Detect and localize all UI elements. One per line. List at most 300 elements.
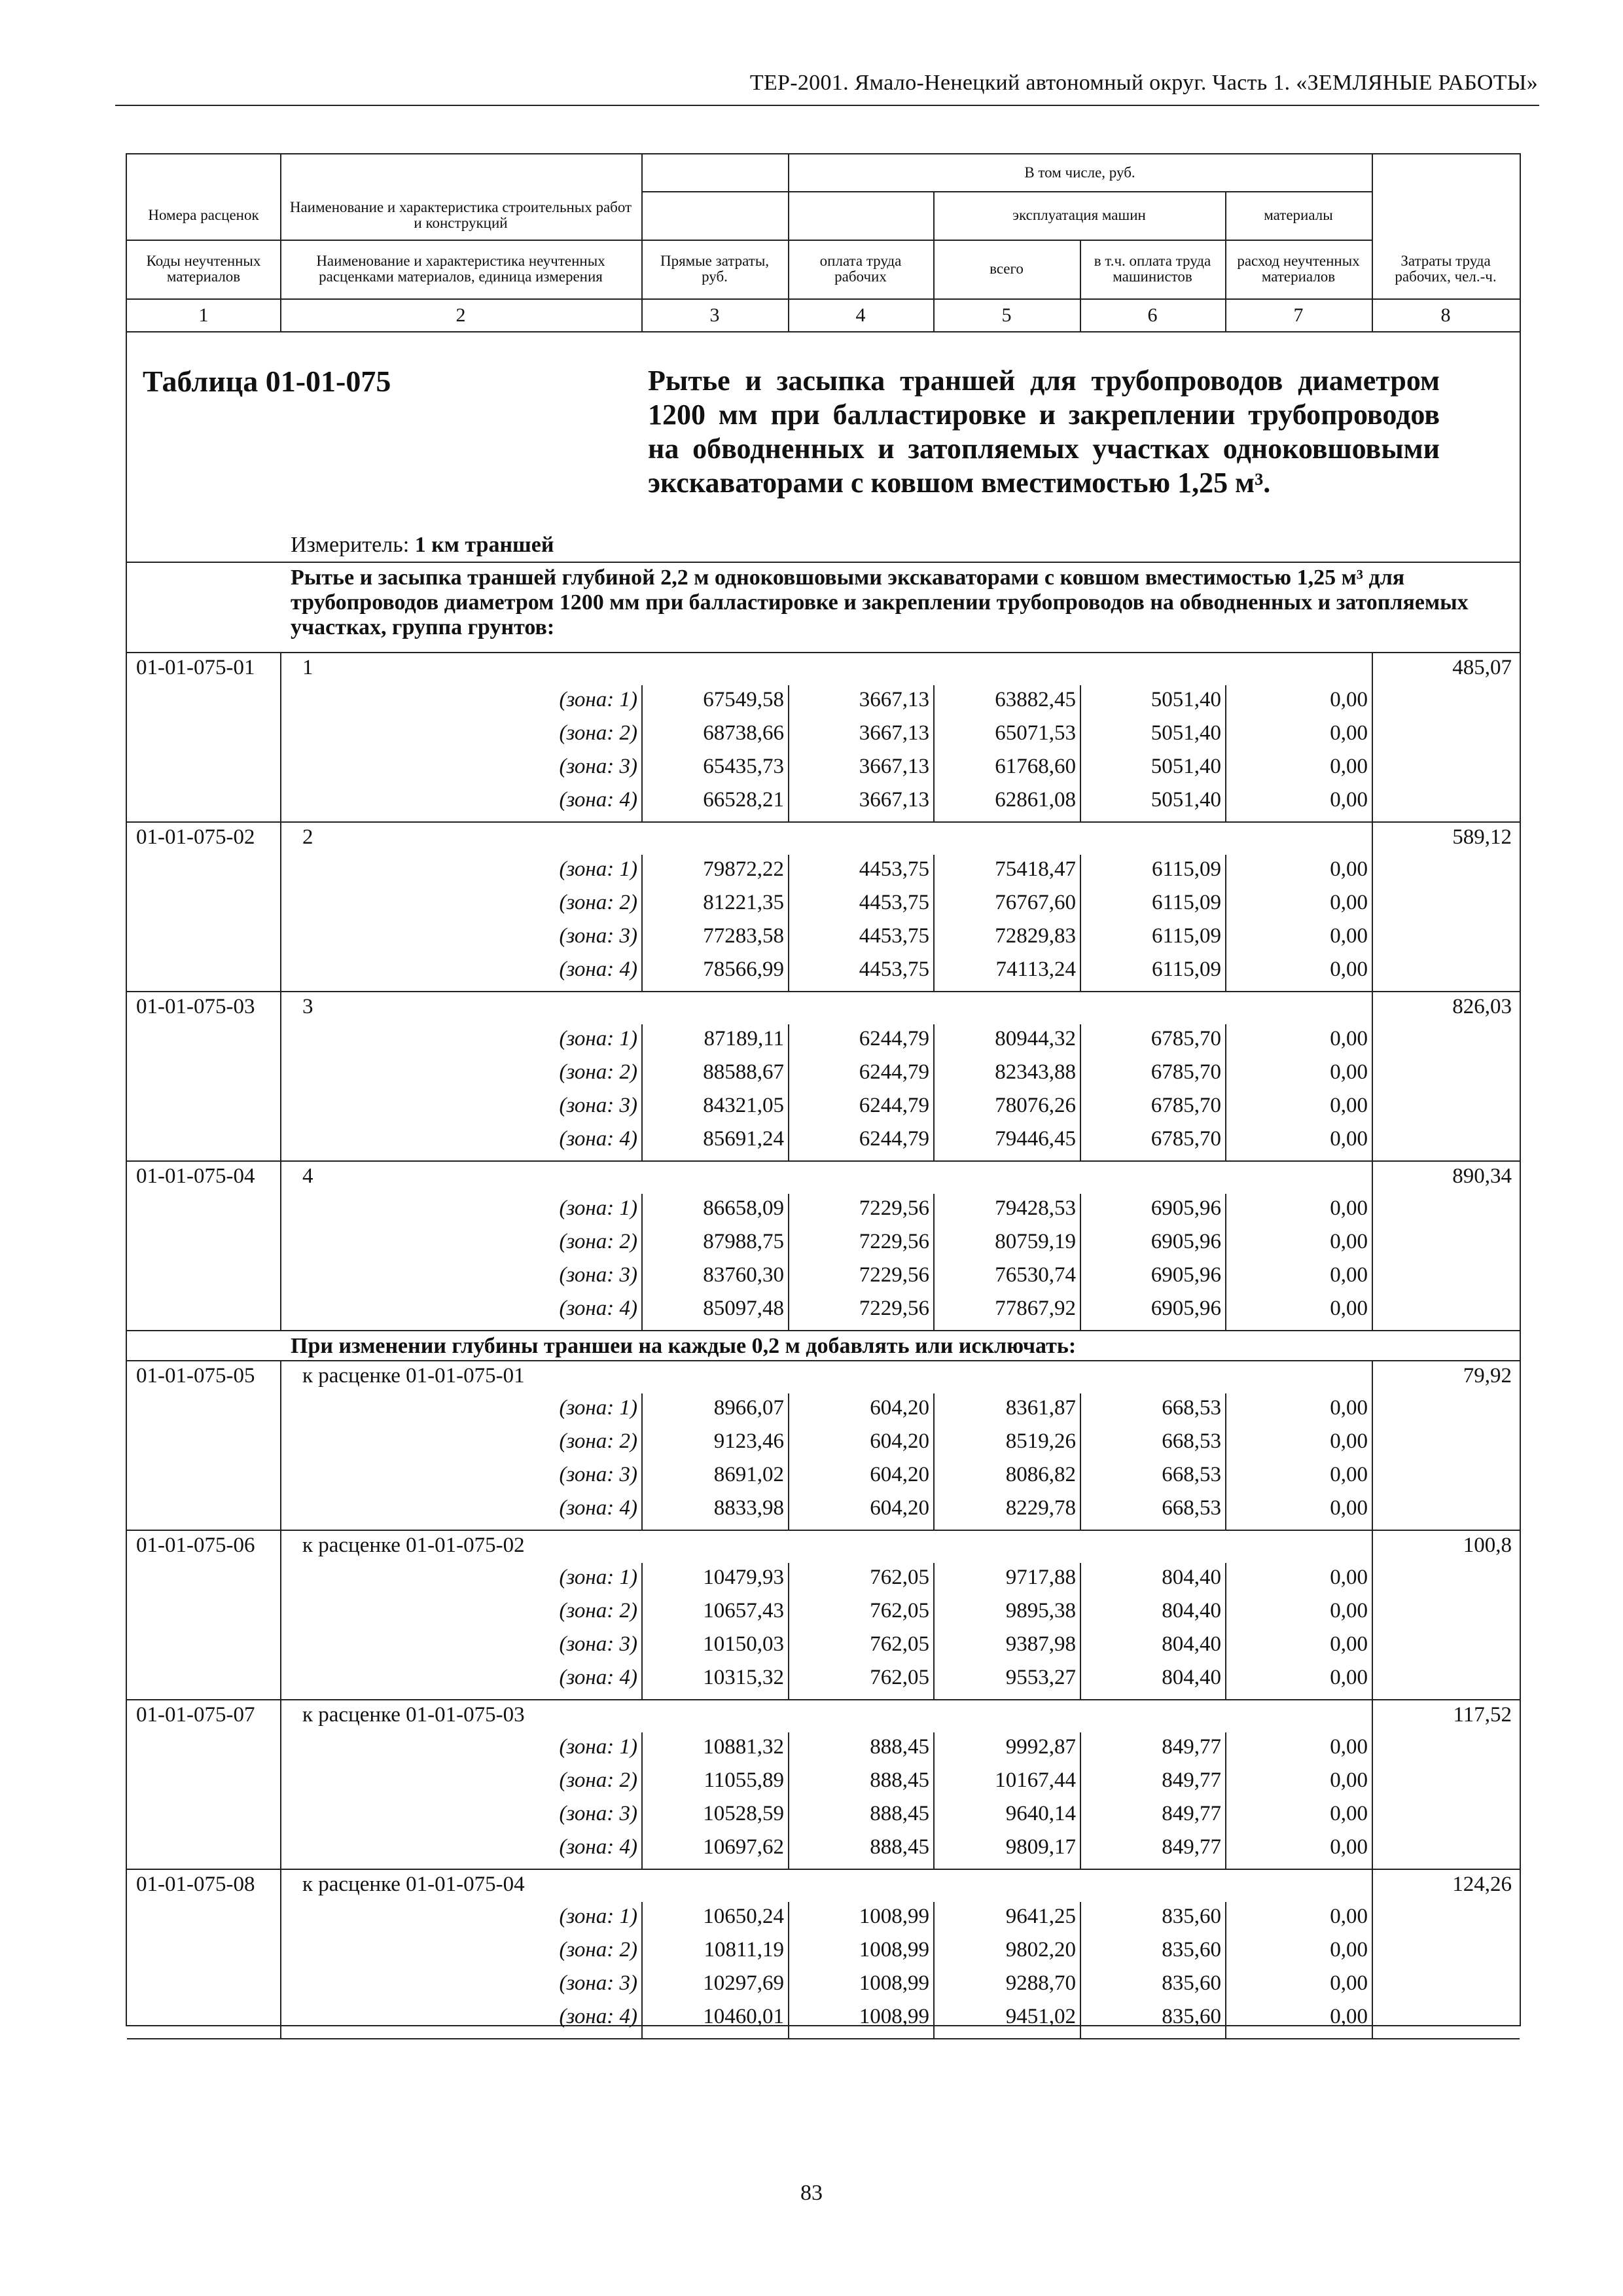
row-divider — [127, 1869, 1520, 1870]
materials-value: 0,00 — [1330, 1060, 1368, 1084]
row-divider — [127, 1330, 1520, 1331]
wages-value: 4453,75 — [859, 857, 929, 881]
operators-value: 5051,40 — [1150, 755, 1221, 778]
column-divider — [1225, 685, 1226, 821]
operators-value: 6785,70 — [1150, 1094, 1221, 1117]
wages-value: 3667,13 — [859, 688, 929, 711]
materials-value: 0,00 — [1330, 1429, 1368, 1453]
operators-value: 835,60 — [1162, 1971, 1221, 1995]
operators-value: 668,53 — [1162, 1429, 1221, 1453]
direct-value: 10528,59 — [703, 1802, 784, 1825]
zone-label: (зона: 2) — [559, 1230, 637, 1253]
machines-value: 9895,38 — [1005, 1599, 1076, 1623]
direct-value: 10479,93 — [703, 1566, 784, 1589]
zone-label: (зона: 3) — [559, 1094, 637, 1117]
zone-label: (зона: 1) — [559, 1905, 637, 1928]
column-divider — [1080, 1563, 1081, 1699]
materials-value: 0,00 — [1330, 924, 1368, 948]
row-divider — [127, 652, 1520, 653]
operators-value: 5051,40 — [1150, 721, 1221, 745]
column-divider — [933, 1024, 935, 1160]
wages-value: 7229,56 — [859, 1263, 929, 1287]
machines-value: 65071,53 — [995, 721, 1076, 745]
direct-value: 66528,21 — [703, 788, 784, 812]
rate-code: 01-01-075-01 — [136, 656, 255, 679]
column-number: 3 — [709, 304, 720, 326]
operators-value: 6785,70 — [1150, 1127, 1221, 1151]
column-divider — [280, 1530, 281, 1699]
row-divider — [127, 562, 1520, 563]
column-divider — [280, 652, 281, 821]
col3-header: Прямые затраты, руб. — [660, 252, 770, 285]
rate-name: к расценке 01-01-075-02 — [302, 1534, 525, 1557]
wages-value: 6244,79 — [859, 1127, 929, 1151]
wages-value: 1008,99 — [859, 1905, 929, 1928]
machines-value: 61768,60 — [995, 755, 1076, 778]
direct-value: 10150,03 — [703, 1632, 784, 1656]
direct-value: 68738,66 — [703, 721, 784, 745]
zone-label: (зона: 3) — [559, 1463, 637, 1486]
rate-name: к расценке 01-01-075-01 — [302, 1364, 525, 1388]
materials-value: 0,00 — [1330, 1802, 1368, 1825]
column-divider — [641, 1563, 643, 1699]
materials-value: 0,00 — [1330, 1297, 1368, 1320]
zone-label: (зона: 4) — [559, 788, 637, 812]
wages-value: 762,05 — [870, 1566, 929, 1589]
zone-label: (зона: 4) — [559, 1666, 637, 1689]
zone-label: (зона: 4) — [559, 1127, 637, 1151]
column-divider — [1225, 1393, 1226, 1530]
wages-value: 604,20 — [870, 1496, 929, 1520]
row-divider — [127, 991, 1520, 992]
direct-value: 77283,58 — [703, 924, 784, 948]
direct-value: 65435,73 — [703, 755, 784, 778]
zone-label: (зона: 1) — [559, 1196, 637, 1220]
col1-subheader: Коды неучтенных материалов — [146, 252, 261, 285]
column-divider — [1225, 1563, 1226, 1699]
zone-label: (зона: 4) — [559, 1496, 637, 1520]
column-divider — [1372, 991, 1373, 1160]
column-divider — [1372, 1160, 1373, 1330]
wages-value: 888,45 — [870, 1735, 929, 1759]
labor-cost: 589,12 — [1452, 825, 1512, 849]
wages-value: 7229,56 — [859, 1196, 929, 1220]
direct-value: 85097,48 — [703, 1297, 784, 1320]
col4-header: оплата труда рабочих — [819, 252, 902, 285]
column-divider — [1372, 1360, 1373, 1530]
column-divider — [1225, 855, 1226, 991]
zone-label: (зона: 3) — [559, 1263, 637, 1287]
materials-value: 0,00 — [1330, 1230, 1368, 1253]
zone-label: (зона: 1) — [559, 688, 637, 711]
column-divider — [641, 1732, 643, 1869]
materials-value: 0,00 — [1330, 857, 1368, 881]
col6-header: в т.ч. оплата труда машинистов — [1094, 252, 1211, 285]
column-divider — [1372, 821, 1373, 991]
column-divider — [933, 1902, 935, 2038]
rate-name: 1 — [302, 656, 313, 679]
machines-value: 76767,60 — [995, 891, 1076, 914]
col5-header: всего — [990, 260, 1024, 277]
materials-value: 0,00 — [1330, 1094, 1368, 1117]
column-divider — [933, 1194, 935, 1330]
materials-value: 0,00 — [1330, 788, 1368, 812]
column-divider — [1080, 855, 1081, 991]
machines-value: 62861,08 — [995, 788, 1076, 812]
col2-subheader: Наименование и характеристика неучтенных расценками материалов, единица измерения — [316, 252, 605, 285]
machines-value: 9451,02 — [1005, 2005, 1076, 2028]
machines-value: 8086,82 — [1005, 1463, 1076, 1486]
wages-value: 888,45 — [870, 1802, 929, 1825]
labor-cost: 485,07 — [1452, 656, 1512, 679]
machines-value: 9288,70 — [1005, 1971, 1076, 1995]
machines-value: 80759,19 — [995, 1230, 1076, 1253]
column-divider — [280, 1699, 281, 1869]
wages-value: 3667,13 — [859, 721, 929, 745]
column-number: 5 — [1001, 304, 1012, 326]
direct-value: 10315,32 — [703, 1666, 784, 1689]
direct-value: 10297,69 — [703, 1971, 784, 1995]
column-divider — [788, 1194, 789, 1330]
machines-value: 9387,98 — [1005, 1632, 1076, 1656]
column-divider — [1225, 1732, 1226, 1869]
column-divider — [788, 685, 789, 821]
column-divider — [788, 1393, 789, 1530]
machines-value: 8519,26 — [1005, 1429, 1076, 1453]
machines-value: 9641,25 — [1005, 1905, 1076, 1928]
direct-value: 87988,75 — [703, 1230, 784, 1253]
operators-value: 849,77 — [1162, 1802, 1221, 1825]
machines-value: 63882,45 — [995, 688, 1076, 711]
operators-value: 6905,96 — [1150, 1230, 1221, 1253]
zone-label: (зона: 2) — [559, 1768, 637, 1792]
col1-header: Номера расценок — [148, 206, 259, 223]
materials-value: 0,00 — [1330, 1599, 1368, 1623]
zone-label: (зона: 2) — [559, 721, 637, 745]
running-header: ТЕР-2001. Ямало-Ненецкий автономный округ. Часть 1. «ЗЕМЛЯНЫЕ РАБОТЫ» — [749, 71, 1538, 95]
rate-code: 01-01-075-02 — [136, 825, 255, 849]
labor-cost: 79,92 — [1463, 1364, 1512, 1388]
column-divider — [641, 685, 643, 821]
direct-value: 88588,67 — [703, 1060, 784, 1084]
machines-value: 75418,47 — [995, 857, 1076, 881]
column-number: 7 — [1293, 304, 1304, 326]
wages-value: 3667,13 — [859, 788, 929, 812]
rates-table — [126, 153, 1521, 2026]
col2-header: Наименование и характеристика строительных работ и конструкций — [289, 198, 632, 231]
machines-value: 8361,87 — [1005, 1396, 1076, 1420]
direct-value: 9123,46 — [713, 1429, 784, 1453]
column-divider — [1225, 1024, 1226, 1160]
operators-value: 5051,40 — [1150, 788, 1221, 812]
zone-label: (зона: 2) — [559, 1599, 637, 1623]
machines-value: 9809,17 — [1005, 1835, 1076, 1859]
materials-value: 0,00 — [1330, 1463, 1368, 1486]
column-divider — [641, 1902, 643, 2038]
table-column-header — [127, 154, 1520, 300]
materials-value: 0,00 — [1330, 688, 1368, 711]
column-divider — [280, 1360, 281, 1530]
column-divider — [280, 1160, 281, 1330]
column-divider — [1080, 1194, 1081, 1330]
column-divider — [1080, 1902, 1081, 2038]
column-divider — [933, 685, 935, 821]
zone-label: (зона: 1) — [559, 857, 637, 881]
operators-value: 6905,96 — [1150, 1263, 1221, 1287]
operators-value: 804,40 — [1162, 1599, 1221, 1623]
wages-value: 4453,75 — [859, 924, 929, 948]
direct-value: 86658,09 — [703, 1196, 784, 1220]
materials-value: 0,00 — [1330, 1396, 1368, 1420]
column-divider — [1080, 685, 1081, 821]
column-number: 1 — [198, 304, 209, 326]
materials-value: 0,00 — [1330, 755, 1368, 778]
section-heading: При изменении глубины траншеи на каждые 0,2 м добавлять или исключать: — [291, 1334, 1077, 1358]
machines-value: 74113,24 — [995, 958, 1076, 981]
zone-label: (зона: 4) — [559, 1297, 637, 1320]
direct-value: 87189,11 — [704, 1027, 784, 1050]
operators-value: 804,40 — [1162, 1666, 1221, 1689]
operators-value: 668,53 — [1162, 1396, 1221, 1420]
direct-value: 85691,24 — [703, 1127, 784, 1151]
zone-label: (зона: 2) — [559, 1060, 637, 1084]
measure-unit — [291, 533, 554, 558]
zone-label: (зона: 3) — [559, 755, 637, 778]
operators-value: 6115,09 — [1151, 924, 1221, 948]
materials-value: 0,00 — [1330, 1196, 1368, 1220]
wages-value: 6244,79 — [859, 1094, 929, 1117]
rate-code: 01-01-075-05 — [136, 1364, 255, 1388]
direct-value: 79872,22 — [703, 857, 784, 881]
machines-value: 79446,45 — [995, 1127, 1076, 1151]
direct-value: 10881,32 — [703, 1735, 784, 1759]
operators-value: 6905,96 — [1150, 1196, 1221, 1220]
zone-label: (зона: 4) — [559, 958, 637, 981]
column-divider — [933, 1393, 935, 1530]
column-divider — [933, 855, 935, 991]
row-divider — [127, 1530, 1520, 1531]
including-group-header: В том числе, руб. — [1024, 164, 1135, 181]
wages-value: 6244,79 — [859, 1060, 929, 1084]
column-divider — [280, 991, 281, 1160]
materials-value: 0,00 — [1330, 1027, 1368, 1050]
operators-value: 6785,70 — [1150, 1027, 1221, 1050]
direct-value: 83760,30 — [703, 1263, 784, 1287]
header-rule — [115, 105, 1539, 106]
materials-value: 0,00 — [1330, 1263, 1368, 1287]
column-divider — [641, 1024, 643, 1160]
zone-label: (зона: 3) — [559, 924, 637, 948]
column-number: 4 — [855, 304, 866, 326]
zone-label: (зона: 2) — [559, 1938, 637, 1962]
wages-value: 1008,99 — [859, 1971, 929, 1995]
machines-value: 9802,20 — [1005, 1938, 1076, 1962]
column-divider — [641, 855, 643, 991]
operators-value: 668,53 — [1162, 1463, 1221, 1486]
column-divider — [1372, 1869, 1373, 2038]
direct-value: 81221,35 — [703, 891, 784, 914]
rate-code: 01-01-075-08 — [136, 1873, 255, 1896]
materials-value: 0,00 — [1330, 1127, 1368, 1151]
column-divider — [1225, 1194, 1226, 1330]
direct-value: 10650,24 — [703, 1905, 784, 1928]
materials-value: 0,00 — [1330, 1971, 1368, 1995]
column-divider — [1225, 1902, 1226, 2038]
direct-value: 78566,99 — [703, 958, 784, 981]
row-divider — [127, 1699, 1520, 1700]
operators-value: 6785,70 — [1150, 1060, 1221, 1084]
labor-cost: 117,52 — [1453, 1703, 1512, 1727]
column-divider — [933, 1732, 935, 1869]
materials-value: 0,00 — [1330, 891, 1368, 914]
direct-value: 11055,89 — [704, 1768, 784, 1792]
machines-value: 79428,53 — [995, 1196, 1076, 1220]
zone-label: (зона: 3) — [559, 1802, 637, 1825]
zone-label: (зона: 4) — [559, 1835, 637, 1859]
wages-value: 6244,79 — [859, 1027, 929, 1050]
labor-cost: 100,8 — [1463, 1534, 1512, 1557]
rate-code: 01-01-075-07 — [136, 1703, 255, 1727]
column-divider — [788, 1024, 789, 1160]
zone-label: (зона: 2) — [559, 891, 637, 914]
column-number: 8 — [1440, 304, 1451, 326]
zone-label: (зона: 3) — [559, 1632, 637, 1656]
operators-value: 835,60 — [1162, 1905, 1221, 1928]
operators-value: 5051,40 — [1150, 688, 1221, 711]
column-divider — [788, 1732, 789, 1869]
direct-value: 8966,07 — [713, 1396, 784, 1420]
operators-value: 6115,09 — [1151, 891, 1221, 914]
column-divider — [1080, 1732, 1081, 1869]
machines-value: 82343,88 — [995, 1060, 1076, 1084]
col8-header: Затраты труда рабочих, чел.-ч. — [1395, 252, 1497, 285]
column-divider — [641, 1194, 643, 1330]
operators-value: 6115,09 — [1151, 857, 1221, 881]
operators-value: 849,77 — [1162, 1735, 1221, 1759]
table-title: Рытье и засыпка траншей для трубопроводов диаметром 1200 мм при балластировке и закреплении трубопроводов на обводненных и затопляемых участках одноковшовыми экскаваторами с ковшом вместимостью 1,25 м³. — [648, 365, 1440, 499]
wages-value: 604,20 — [870, 1396, 929, 1420]
direct-value: 67549,58 — [703, 688, 784, 711]
column-divider — [1372, 652, 1373, 821]
wages-value: 3667,13 — [859, 755, 929, 778]
wages-value: 604,20 — [870, 1429, 929, 1453]
machines-group-header: эксплуатация машин — [1012, 206, 1146, 223]
machines-value: 8229,78 — [1005, 1496, 1076, 1520]
zone-label: (зона: 4) — [559, 2005, 637, 2028]
materials-value: 0,00 — [1330, 1768, 1368, 1792]
operators-value: 6905,96 — [1150, 1297, 1221, 1320]
machines-value: 9640,14 — [1005, 1802, 1076, 1825]
column-number: 6 — [1147, 304, 1158, 326]
rate-code: 01-01-075-03 — [136, 995, 255, 1018]
column-divider — [280, 1869, 281, 2038]
operators-value: 668,53 — [1162, 1496, 1221, 1520]
wages-value: 4453,75 — [859, 891, 929, 914]
machines-value: 80944,32 — [995, 1027, 1076, 1050]
materials-value: 0,00 — [1330, 1496, 1368, 1520]
operators-value: 804,40 — [1162, 1566, 1221, 1589]
rate-code: 01-01-075-04 — [136, 1164, 255, 1188]
wages-value: 7229,56 — [859, 1230, 929, 1253]
col7-header: расход неучтенных материалов — [1237, 252, 1360, 285]
wages-value: 4453,75 — [859, 958, 929, 981]
wages-value: 7229,56 — [859, 1297, 929, 1320]
column-divider — [280, 821, 281, 991]
materials-value: 0,00 — [1330, 2005, 1368, 2028]
materials-value: 0,00 — [1330, 1666, 1368, 1689]
direct-value: 10811,19 — [704, 1938, 784, 1962]
zone-label: (зона: 3) — [559, 1971, 637, 1995]
zone-label: (зона: 1) — [559, 1735, 637, 1759]
operators-value: 849,77 — [1162, 1835, 1221, 1859]
wages-value: 1008,99 — [859, 2005, 929, 2028]
operators-value: 849,77 — [1162, 1768, 1221, 1792]
materials-group-header: материалы — [1264, 206, 1333, 223]
materials-value: 0,00 — [1330, 1938, 1368, 1962]
wages-value: 762,05 — [870, 1632, 929, 1656]
direct-value: 84321,05 — [703, 1094, 784, 1117]
materials-value: 0,00 — [1330, 721, 1368, 745]
machines-value: 76530,74 — [995, 1263, 1076, 1287]
row-divider — [127, 821, 1520, 823]
machines-value: 72829,83 — [995, 924, 1076, 948]
row-divider — [127, 2038, 1520, 2039]
machines-value: 77867,92 — [995, 1297, 1076, 1320]
rate-name: к расценке 01-01-075-03 — [302, 1703, 525, 1727]
column-divider — [1080, 1393, 1081, 1530]
table-label: Таблица 01-01-075 — [143, 365, 391, 398]
machines-value: 9992,87 — [1005, 1735, 1076, 1759]
direct-value: 8833,98 — [713, 1496, 784, 1520]
wages-value: 604,20 — [870, 1463, 929, 1486]
direct-value: 10657,43 — [703, 1599, 784, 1623]
operators-value: 6115,09 — [1151, 958, 1221, 981]
column-divider — [933, 1563, 935, 1699]
wages-value: 762,05 — [870, 1599, 929, 1623]
rate-name: 2 — [302, 825, 313, 849]
section-heading: Рытье и засыпка траншей глубиной 2,2 м одноковшовыми экскаваторами с ковшом вместимостью 1,25 м³ для трубопроводов диаметром 1200 мм при балластировке и закреплении трубопроводов на обводненных и затопляемых участках, группа грунтов: — [291, 565, 1469, 639]
labor-cost: 124,26 — [1452, 1873, 1512, 1896]
rate-name: 4 — [302, 1164, 313, 1188]
zone-label: (зона: 1) — [559, 1027, 637, 1050]
rate-code: 01-01-075-06 — [136, 1534, 255, 1557]
rate-name: к расценке 01-01-075-04 — [302, 1873, 525, 1896]
column-divider — [1372, 1699, 1373, 1869]
materials-value: 0,00 — [1330, 1905, 1368, 1928]
zone-label: (зона: 1) — [559, 1396, 637, 1420]
operators-value: 804,40 — [1162, 1632, 1221, 1656]
column-divider — [1080, 1024, 1081, 1160]
operators-value: 835,60 — [1162, 1938, 1221, 1962]
wages-value: 762,05 — [870, 1666, 929, 1689]
direct-value: 10697,62 — [703, 1835, 784, 1859]
wages-value: 1008,99 — [859, 1938, 929, 1962]
zone-label: (зона: 2) — [559, 1429, 637, 1453]
machines-value: 78076,26 — [995, 1094, 1076, 1117]
materials-value: 0,00 — [1330, 958, 1368, 981]
materials-value: 0,00 — [1330, 1735, 1368, 1759]
column-divider — [788, 1563, 789, 1699]
materials-value: 0,00 — [1330, 1632, 1368, 1656]
page-number: 83 — [800, 2181, 823, 2205]
labor-cost: 826,03 — [1452, 995, 1512, 1018]
rate-name: 3 — [302, 995, 313, 1018]
direct-value: 8691,02 — [713, 1463, 784, 1486]
materials-value: 0,00 — [1330, 1835, 1368, 1859]
operators-value: 835,60 — [1162, 2005, 1221, 2028]
labor-cost: 890,34 — [1452, 1164, 1512, 1188]
column-divider — [788, 1902, 789, 2038]
